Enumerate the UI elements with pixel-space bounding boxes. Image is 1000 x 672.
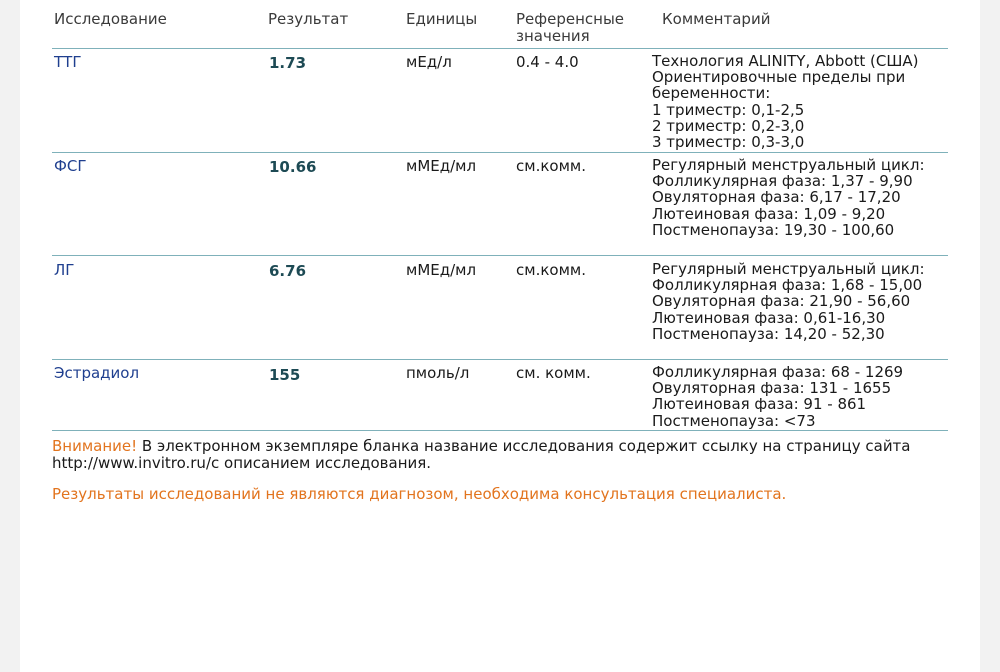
- test-name-link-tsh[interactable]: ТТГ: [54, 53, 82, 71]
- comment-line: Овуляторная фаза: 21,90 - 56,60: [652, 292, 911, 311]
- comment-line: Постменопауза: 19,30 - 100,60: [652, 220, 895, 239]
- header-units: Единицы: [406, 10, 478, 28]
- header-reference: [516, 11, 624, 45]
- notice-text-end: с описанием исследования.: [211, 454, 432, 472]
- notice: [52, 438, 911, 472]
- reference-lh: см.комм.: [516, 261, 586, 279]
- header-result: Результат: [268, 10, 349, 28]
- comment-line: Лютеиновая фаза: 1,09 - 9,20: [652, 204, 886, 223]
- result-value-lh: 6.76: [269, 262, 307, 280]
- divider-header: [52, 48, 948, 49]
- units-estradiol: пмоль/л: [406, 364, 470, 382]
- units-tsh: мЕд/л: [406, 53, 452, 71]
- divider-row-2: [52, 255, 948, 256]
- test-name-link-lh[interactable]: ЛГ: [54, 261, 75, 279]
- header-reference-line2: значения: [516, 27, 590, 45]
- reference-tsh: 0.4 - 4.0: [516, 53, 579, 71]
- comment-tsh: [652, 53, 918, 150]
- test-name-link-fsh[interactable]: ФСГ: [54, 157, 87, 175]
- reference-estradiol: см. комм.: [516, 364, 591, 382]
- comment-line: Фолликулярная фаза: 1,37 - 9,90: [652, 172, 913, 191]
- comment-line: Регулярный менструальный цикл:: [652, 260, 925, 278]
- comment-line: Овуляторная фаза: 6,17 - 17,20: [652, 188, 901, 207]
- comment-lh: [652, 261, 925, 342]
- comment-line: Постменопауза: <73: [652, 411, 816, 430]
- notice-warning-label: Внимание!: [52, 437, 138, 455]
- units-fsh: мМЕд/мл: [406, 157, 477, 175]
- header-comment: Комментарий: [662, 10, 771, 28]
- site-link[interactable]: http://www.invitro.ru/: [52, 454, 211, 472]
- divider-row-1: [52, 152, 948, 153]
- result-value-fsh: 10.66: [269, 158, 317, 176]
- divider-row-4: [52, 430, 948, 431]
- comment-line: Лютеиновая фаза: 0,61-16,30: [652, 308, 886, 327]
- comment-line: Регулярный менструальный цикл:: [652, 156, 925, 174]
- test-name-link-estradiol[interactable]: Эстрадиол: [54, 364, 140, 382]
- divider-row-3: [52, 359, 948, 360]
- comment-line: беременности:: [652, 84, 771, 103]
- header-reference-line1: Референсные: [516, 10, 625, 28]
- comment-line: Овуляторная фаза: 131 - 1655: [652, 379, 892, 398]
- units-lh: мМЕд/мл: [406, 261, 477, 279]
- comment-line: Фолликулярная фаза: 68 - 1269: [652, 363, 904, 381]
- comment-line: 3 триместр: 0,3-3,0: [652, 133, 805, 152]
- comment-fsh: [652, 157, 925, 238]
- result-value-tsh: 1.73: [269, 54, 307, 72]
- result-value-estradiol: 155: [269, 366, 301, 384]
- reference-fsh: см.комм.: [516, 157, 586, 175]
- comment-line: Постменопауза: 14,20 - 52,30: [652, 324, 885, 343]
- comment-line: Технология ALINITY, Abbott (США): [652, 52, 919, 70]
- comment-line: Лютеиновая фаза: 91 - 861: [652, 395, 867, 414]
- comment-line: 1 триместр: 0,1-2,5: [652, 100, 805, 119]
- comment-line: Ориентировочные пределы при: [652, 68, 906, 87]
- disclaimer: Результаты исследований не являются диагнозом, необходима консультация специалиста.: [52, 485, 787, 503]
- header-name: Исследование: [54, 10, 167, 28]
- notice-text: В электронном экземпляре бланка название исследования содержит ссылку на страницу сайта: [137, 437, 911, 455]
- comment-line: Фолликулярная фаза: 1,68 - 15,00: [652, 276, 923, 295]
- comment-estradiol: [652, 364, 903, 429]
- comment-line: 2 триместр: 0,2-3,0: [652, 116, 805, 135]
